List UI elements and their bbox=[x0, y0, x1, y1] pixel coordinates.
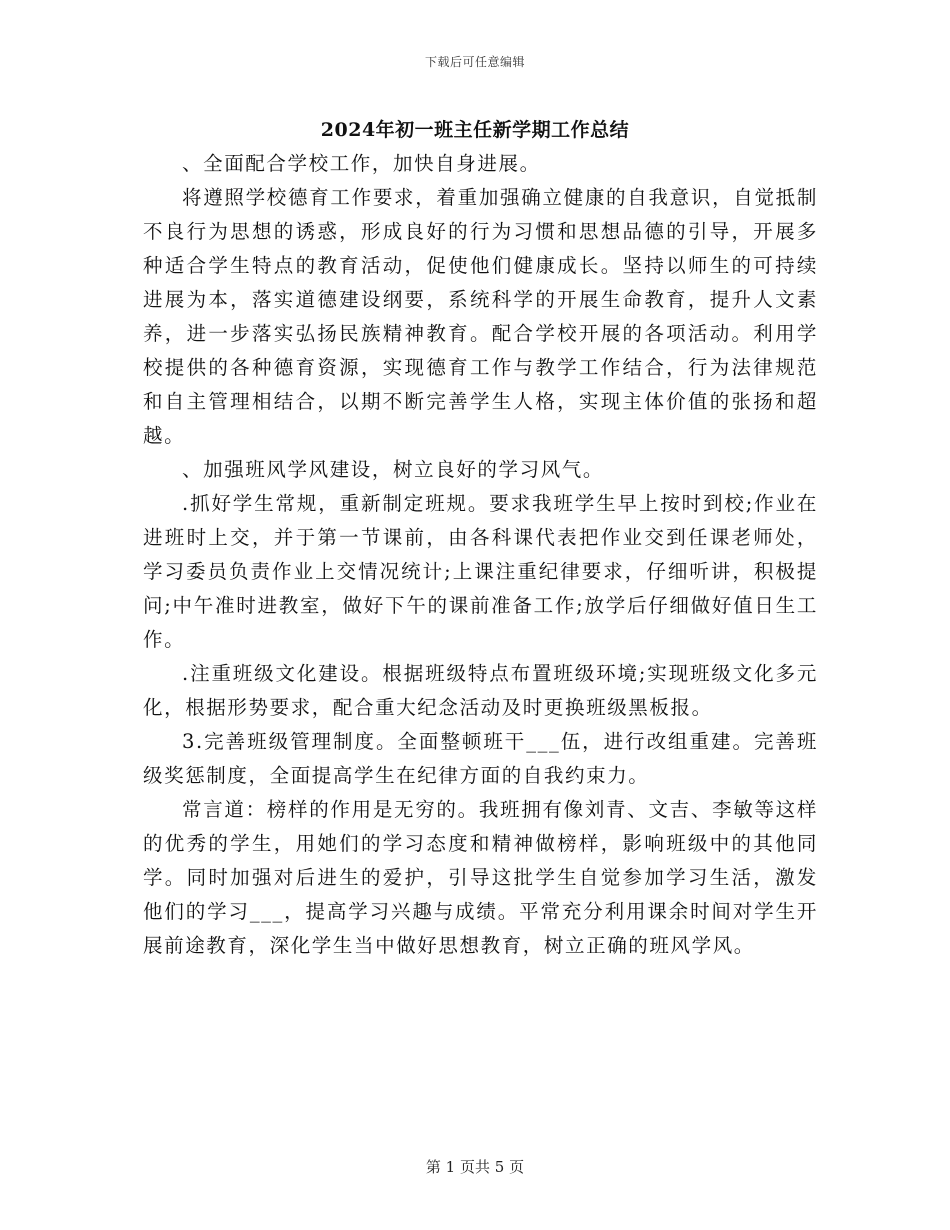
paragraph-section-heading: 、全面配合学校工作，加快自身进展。 bbox=[182, 152, 541, 175]
page-number: 第 1 页共 5 页 bbox=[425, 1158, 525, 1176]
paragraph-section-heading: 、加强班风学风建设，树立良好的学习风气。 bbox=[182, 458, 605, 481]
header-note: 下载后可任意编辑 bbox=[424, 55, 525, 69]
paragraph: .注重班级文化建设。根据班级特点布置班级环境;实现班级文化多元化，根据形势要求，配合重大纪念活动及时更换班级黑板报。 bbox=[143, 662, 818, 719]
document-body bbox=[143, 147, 818, 963]
paragraph: 将遵照学校德育工作要求，着重加强确立健康的自我意识，自觉抵制不良行为思想的诱惑，形成良好的行为习惯和思想品德的引导，开展多种适合学生特点的教育活动，促使他们健康成长。坚持以师生的可持续进展为本，落实道德建设纲要，系统科学的开展生命教育，提升人文素养，进一步落实弘扬民族精神教育。配合学校开展的各项活动。利用学校提供的各种德育资源，实现德育工作与教学工作结合，行为法律规范和自主管理相结合，以期不断完善学生人格，实现主体价值的张扬和超越。 bbox=[143, 186, 818, 447]
document-title: 2024年初一班主任新学期工作总结 bbox=[320, 119, 630, 141]
paragraph: 常言道：榜样的作用是无穷的。我班拥有像刘青、文吉、李敏等这样的优秀的学生，用她们的学习态度和精神做榜样，影响班级中的其他同学。同时加强对后进生的爱护，引导这批学生自觉参加学习生活，激发他们的学习___，提高学习兴趣与成绩。平常充分利用课余时间对学生开展前途教育，深化学生当中做好思想教育，树立正确的班风学风。 bbox=[143, 798, 818, 957]
paragraph: .抓好学生常规，重新制定班规。要求我班学生早上按时到校;作业在进班时上交，并于第一节课前，由各科课代表把作业交到任课老师处，学习委员负责作业上交情况统计;上课注重纪律要求，仔细听讲，积极提问;中午准时进教室，做好下午的课前准备工作;放学后仔细做好值日生工作。 bbox=[143, 492, 818, 651]
paragraph: 3.完善班级管理制度。全面整顿班干___伍，进行改组重建。完善班级奖惩制度，全面提高学生在纪律方面的自我约束力。 bbox=[143, 730, 818, 787]
